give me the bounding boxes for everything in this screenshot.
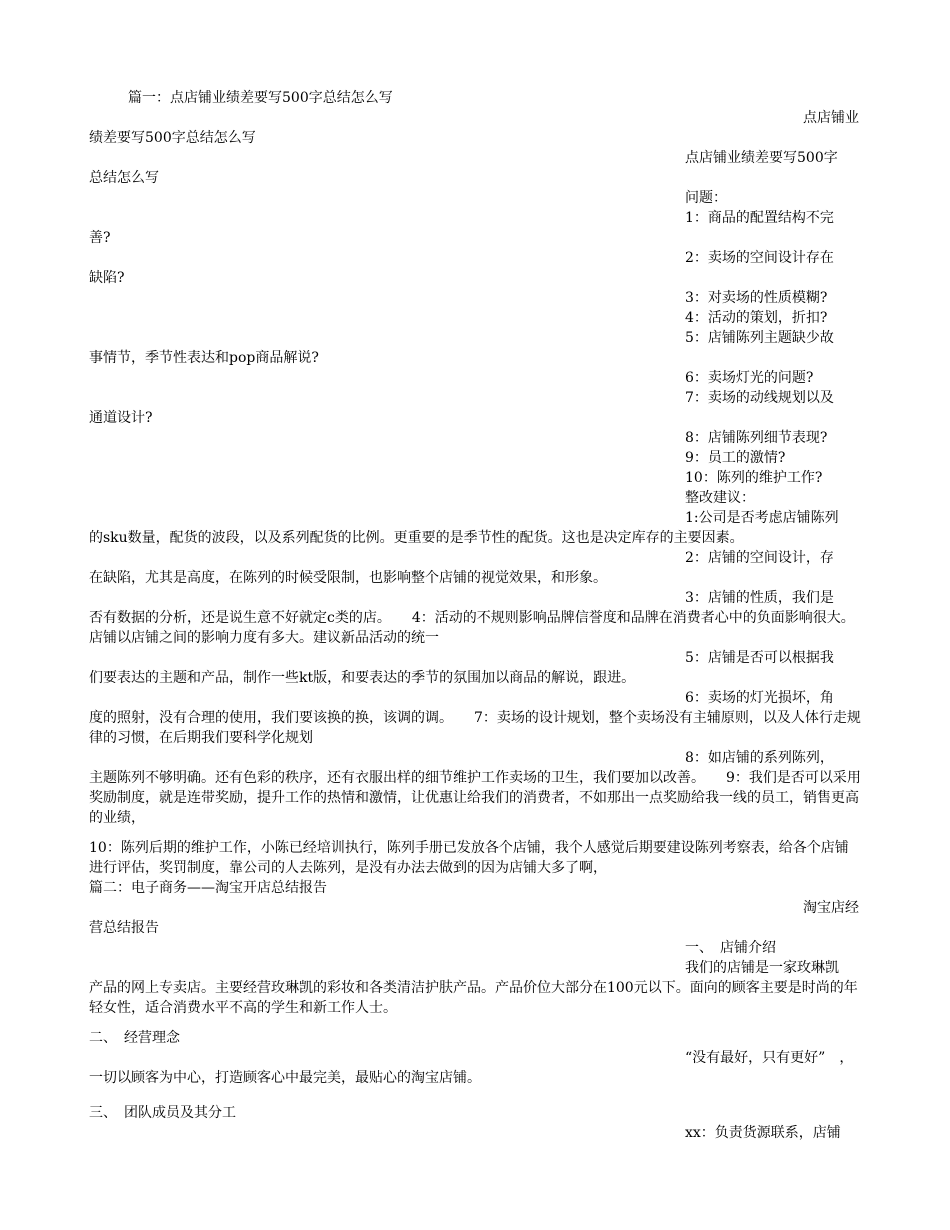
- problem-item: 6：卖场灯光的问题?: [685, 370, 814, 386]
- problem-item: 2：卖场的空间设计存在: [685, 250, 834, 266]
- advice-item: 的sku数量，配货的波段，以及系列配货的比例。更重要的是季节性的配货。这也是决定库存的主要因素。: [89, 530, 744, 546]
- text-line: “没有最好，只有更好” ，: [685, 1050, 854, 1066]
- section-heading: 一、 店铺介绍: [685, 940, 776, 956]
- problem-item: 5：店铺陈列主题缺少故: [685, 330, 834, 346]
- problem-item: 3：对卖场的性质模糊?: [685, 290, 828, 306]
- problem-item: 善?: [89, 230, 111, 246]
- section-text: 一切以顾客为中心，打造顾客心中最完美，最贴心的淘宝店铺。: [89, 1070, 481, 1086]
- problem-item: 9：员工的激情?: [685, 450, 786, 466]
- advice-item: 主题陈列不够明确。还有色彩的秩序，还有衣服出样的细节维护工作卖场的卫生，我们要加以改善。 9：我们是否可以采用奖励制度，就是连带奖励，提升工作的热情和激情，让优惠让给我们的消费者，不如那出一点奖励给我一线的员工，销售更高的业绩，: [89, 770, 861, 826]
- advice-item: 2：店铺的空间设计，存: [685, 550, 834, 566]
- problem-item: 缺陷?: [89, 270, 125, 286]
- advice-item: 6：卖场的灯光损坏，角: [685, 690, 834, 706]
- advice-label: 整改建议：: [685, 490, 755, 506]
- advice-item: 度的照射，没有合理的使用，我们要该换的换，该调的调。 7：卖场的设计规划，整个卖场没有主辅原则，以及人体行走规律的习惯，在后期我们要科学化规划: [89, 710, 861, 746]
- text-line: 我们的店铺是一家玫琳凯: [685, 960, 839, 976]
- advice-item: 们要表达的主题和产品，制作一些kt版，和要表达的季节的氛围加以商品的解说，跟进。: [89, 670, 636, 686]
- text-line: 营总结报告: [89, 920, 159, 936]
- advice-item: 否有数据的分析，还是说生意不好就定c类的店。 4：活动的不规则影响品牌信誉度和品牌在消费者心中的负面影响很大。店铺以店铺之间的影响力度有多大。建议新品活动的统一: [89, 610, 855, 646]
- advice-item: 5：店铺是否可以根据我: [685, 650, 834, 666]
- text-line: 点店铺业: [803, 110, 859, 126]
- text-line: xx：负责货源联系，店铺: [685, 1125, 841, 1141]
- advice-item: 3：店铺的性质，我们是: [685, 590, 834, 606]
- problem-item: 事情节，季节性表达和pop商品解说?: [89, 350, 319, 366]
- text-line: 淘宝店经: [803, 900, 859, 916]
- problem-item: 4：活动的策划，折扣?: [685, 310, 828, 326]
- text-line: 点店铺业绩差要写500字: [685, 150, 838, 166]
- problem-item: 8：店铺陈列细节表现?: [685, 430, 828, 446]
- advice-item: 10：陈列后期的维护工作，小陈已经培训执行，陈列手册已发放各个店铺，我个人感觉后期要建设陈列考察表，给各个店铺进行评估，奖罚制度，靠公司的人去陈列，是没有办法去做到的因为店铺大多了啊，: [89, 840, 849, 876]
- text-line: 总结怎么写: [89, 170, 159, 186]
- article-2-title: 篇二：电子商务——淘宝开店总结报告: [89, 880, 327, 896]
- problem-item: 1：商品的配置结构不完: [685, 210, 834, 226]
- section-heading: 二、 经营理念: [89, 1030, 180, 1046]
- problem-item: 10：陈列的维护工作?: [685, 470, 823, 486]
- advice-item: 1:公司是否考虑店铺陈列: [685, 510, 839, 526]
- section-text: 产品的网上专卖店。主要经营玫琳凯的彩妆和各类清洁护肤产品。产品价位大部分在100元以下。面向的顾客主要是时尚的年轻女性，适合消费水平不高的学生和新工作人士。: [89, 980, 858, 1016]
- article-1-title: 篇一：点店铺业绩差要写500字总结怎么写: [128, 90, 393, 106]
- problem-item: 通道设计?: [89, 410, 153, 426]
- advice-item: 在缺陷，尤其是高度，在陈列的时候受限制，也影响整个店铺的视觉效果，和形象。: [89, 570, 607, 586]
- advice-item: 8：如店铺的系列陈列，: [685, 750, 834, 766]
- section-heading: 三、 团队成员及其分工: [89, 1105, 236, 1121]
- text-line: 绩差要写500字总结怎么写: [89, 130, 256, 146]
- problem-item: 7：卖场的动线规划以及: [685, 390, 834, 406]
- problems-label: 问题：: [685, 190, 727, 206]
